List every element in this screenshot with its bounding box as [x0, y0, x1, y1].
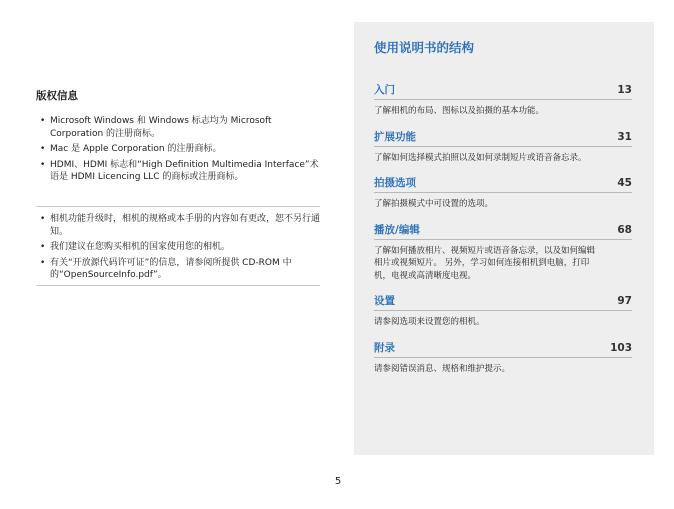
toc-entry-desc: 了解拍摄模式中可设置的选项。 [374, 199, 494, 209]
notice-box [36, 206, 320, 286]
toc-title: 使用说明书的结构 [374, 40, 475, 55]
copyright-heading: 版权信息 [36, 90, 78, 102]
notice-item: • 相机功能升级时，相机的规格或本手册的内容如有更改，恕不另行通知。 [36, 213, 320, 238]
toc-entry-title[interactable]: 附录 [374, 341, 395, 354]
toc-entry-page[interactable]: 45 [617, 177, 632, 189]
notice-item: • 有关“开放源代码许可证”的信息，请参阅所提供 CD-ROM 中的“OpenSourceInfo.pdf”。 [36, 257, 320, 282]
toc-entry-head [374, 175, 632, 193]
toc-entry-head [374, 293, 632, 311]
copyright-list [36, 115, 326, 184]
toc-entry-extended-functions[interactable] [374, 129, 632, 165]
toc-entry-title[interactable]: 拍摄选项 [374, 177, 416, 189]
toc-entry-playback-editing[interactable] [374, 222, 632, 283]
toc-entry-head [374, 129, 632, 147]
toc-entry-page[interactable]: 103 [610, 341, 632, 354]
toc-entry-page[interactable]: 68 [617, 223, 632, 236]
toc-entry-title[interactable]: 扩展功能 [374, 130, 416, 143]
toc-entry-head [374, 82, 632, 100]
toc-entry-page[interactable]: 97 [617, 295, 632, 307]
toc-entry-shooting-options[interactable] [374, 175, 632, 211]
notice-list [36, 213, 320, 282]
notice-item: • 我们建议在您购买相机的国家使用您的相机。 [36, 241, 320, 254]
toc-entry-desc: 请参阅错误消息、规格和维护提示。 [374, 363, 511, 374]
toc-entry-head [374, 340, 632, 358]
copyright-item: • HDMI、HDMI 标志和“High Definition Multimedia Interface”术语是 HDMI Licencing LLC 的商标或注册商标。 [36, 159, 326, 184]
toc-entry-desc: 请参阅选项来设置您的相机。 [374, 317, 485, 327]
toc-entry-page[interactable]: 13 [617, 84, 632, 96]
toc-entry-getting-started[interactable] [374, 82, 632, 118]
copyright-item: • Mac 是 Apple Corporation 的注册商标。 [36, 143, 326, 156]
toc-entry-settings[interactable] [374, 293, 632, 329]
toc-entry-title[interactable]: 设置 [374, 295, 395, 307]
copyright-item: • Microsoft Windows 和 Windows 标志均为 Microsoft Corporation 的注册商标。 [36, 115, 326, 140]
toc-entry-head [374, 222, 632, 240]
toc-entry-title[interactable]: 播放/编辑 [374, 223, 420, 236]
toc-entry-title[interactable]: 入门 [374, 84, 395, 96]
toc-entry-desc: 了解相机的布局、图标以及拍摄的基本功能。 [374, 106, 545, 116]
toc-panel [354, 22, 654, 455]
page-number: 5 [334, 476, 342, 487]
toc-entry-desc: 了解如何选择模式拍照以及如何录制短片或语音备忘录。 [374, 152, 587, 163]
toc-entry-desc: 了解如何播放相片、视频短片或语音备忘录，以及如何编辑相片或视频短片。 另外，学习如何连接相机到电脑，打印机，电视或高清晰度电视。 [374, 245, 596, 281]
toc-entry-page[interactable]: 31 [617, 130, 632, 143]
copyright-section [36, 88, 326, 187]
toc-entry-appendix[interactable] [374, 340, 632, 376]
